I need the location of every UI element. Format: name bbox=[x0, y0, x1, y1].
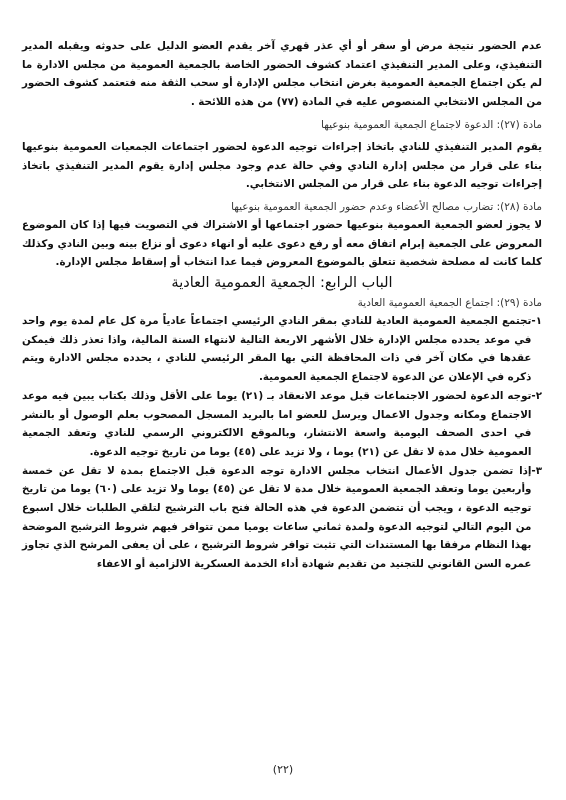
paragraph-continuation: عدم الحضور نتيجة مرض أو سفر أو أي عذر قهري آخر يقدم العضو الدليل على حدوثه ويقبله المدير التنفيذي، وعلى المدير التنفيذي اعتماد كشوف الحضور الخاصة بالجمعية العمومية من مجلس الادارة ما لم يكن اجتماع الجمعية العمومية بغرض انتخاب مجلس الإدارة أو سحب الثقة منه فتعتمد كشوف الحضور من المجلس الانتخابي المنصوص عليه في المادة (٧٧) من هذه اللائحة . bbox=[22, 40, 542, 109]
document-body bbox=[22, 37, 542, 574]
article-27-text: يقوم المدير التنفيذي للنادي باتخاذ إجراءات توجيه الدعوة لحضور اجتماعات الجمعيات العمومية بنوعيها بناء على قرار من مجلس إدارة النادي وفي حالة عدم وجود مجلس إدارة يقوم المدير التنفيذي باتخاذ إجراءات توجيه الدعوة بناء على قرار من المجلس الانتخابي. bbox=[22, 140, 542, 191]
chapter-title: الباب الرابع: الجمعية العمومية العادية bbox=[171, 275, 393, 292]
list-item-number: ٣- bbox=[531, 464, 542, 477]
list-item-text: إذا تضمن جدول الأعمال انتخاب مجلس الادارة توجه الدعوة قبل الاجتماع بمدة لا تقل عن خمسة وأربعين يوما وتعقد الجمعية العمومية خلال مدة لا تقل عن (٤٥) يوما ولا تزيد على (٦٠) يوما من تاريخ توجيه الدعوة ، ويجب أن تتضمن الدعوة في هذه الحالة فتح باب الترشيح لتلقي الطلبات خلال اسبوع من اليوم التالي لتوجيه الدعوة ولمدة ثماني ساعات يوميا ممن تتوافر فيهم شروط الترشيح الموضحة بهذا النظام مرفقا بها المستندات التي تثبت توافر شروط الترشيح ، على أن يعفى المرشح الذي تجاوز عمره السن القانوني للتجنيد من تقديم شهادة أداء الخدمة العسكرية الالزامية أو الاعفاء bbox=[22, 464, 532, 571]
list-item-number: ٢- bbox=[531, 389, 542, 402]
list-item bbox=[22, 312, 542, 387]
article-27-heading: مادة (٢٧): الدعوة لاجتماع الجمعية العمومية بنوعيها bbox=[321, 118, 542, 131]
article-28-heading: مادة (٢٨): تضارب مصالح الأعضاء وعدم حضور الجمعية العمومية بنوعيها bbox=[231, 200, 542, 213]
list-item-text: توجه الدعوة لحضور الاجتماعات قبل موعد الانعقاد بـ (٢١) يوما على الأقل وذلك بكتاب يبين فيه موعد الاجتماع ومكانه وجدول الاعمال ويرسل للعضو اما بالبريد المسجل المصحوب بعلم الوصول أو بالنشر في احدى الصحف اليومية واسعة الانتشار، وبالموقع الالكتروني الرسمي للنادي وتعقد الجمعية العمومية خلال مدة لا تقل عن (٢١) يوما ، ولا تزيد على (٤٥) يوما من تاريخ توجيه الدعوة. bbox=[22, 389, 532, 458]
list-item bbox=[22, 387, 542, 462]
article-29-heading: مادة (٢٩): اجتماع الجمعية العمومية العادية bbox=[357, 297, 542, 310]
list-item bbox=[22, 462, 542, 574]
list-item-text: تجتمع الجمعية العمومية العادية للنادي بمقر النادي الرئيسي اجتماعاً عادياً مرة كل عام لمدة يوم واحد في موعد يحدده مجلس الإدارة خلال الأشهر الاربعة التالية لانتهاء السنة المالية، واذا تعذر ذلك فيمكن عقدها في مكان آخر في ذات المحافظة التي بها المقر الرئيسي للنادي ، يحدده مجلس الادارة ويتم ذكره في الإعلان عن الدعوة لاجتماع الجمعية العمومية. bbox=[22, 315, 532, 384]
list-item-number: ١- bbox=[531, 315, 542, 328]
article-28-text: لا يجوز لعضو الجمعية العمومية بنوعيها حضور اجتماعها أو الاشتراك في التصويت فيها إذا كان الموضوع المعروض على الجمعية إبرام اتفاق معه أو رفع دعوى عليه أو انهاء دعوى أو نزاع بينه وبين النادي وكذلك كلما كانت له مصلحة شخصية تتعلق بالموضوع المعروض فيما عدا انتخاب أو إسقاط مجلس الإدارة. bbox=[22, 218, 542, 269]
page-number: (٢٢) bbox=[272, 763, 294, 776]
